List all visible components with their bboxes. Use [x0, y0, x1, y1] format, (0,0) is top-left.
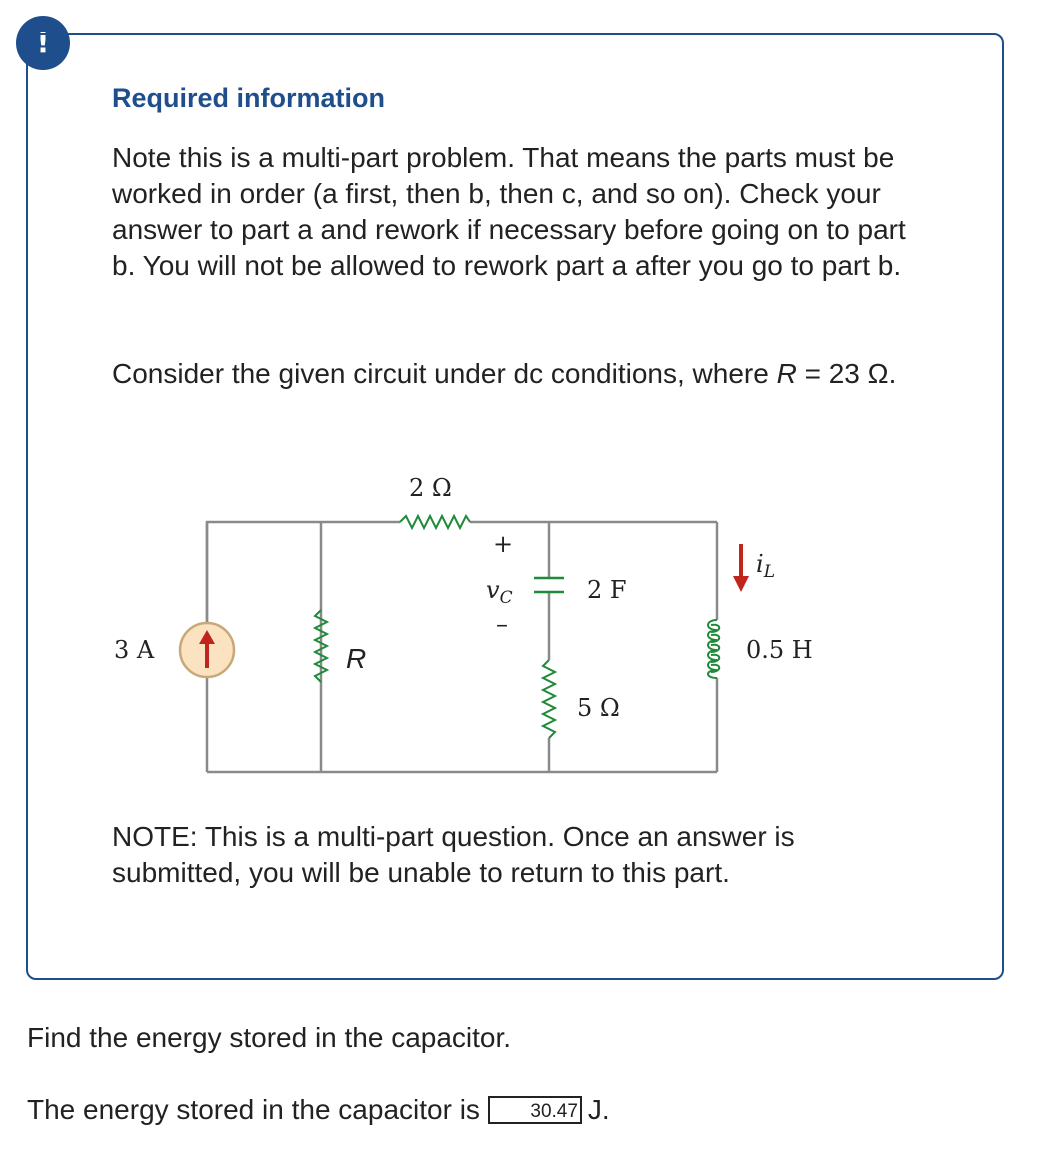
question-prompt: Find the energy stored in the capacitor.: [27, 1022, 512, 1053]
card-heading: Required information: [112, 83, 386, 113]
answer-row: [27, 1094, 610, 1126]
il-var: i: [756, 550, 764, 578]
inductor-label: 0.5 H: [746, 636, 813, 664]
multipart-notice: Note this is a multi-part problem. That means the parts must be worked in order (a first, then b, then c, and so on). Check your answer to part a and rework if necessary before going on to part b. You will not be allowed to rework part a after you go to part b.: [112, 142, 906, 281]
r-bottom-label: 5 Ω: [577, 694, 620, 722]
il-sub: L: [763, 562, 775, 582]
alert-icon: !: [16, 16, 70, 70]
il-arrow-head: [733, 576, 749, 592]
r-label: R: [346, 643, 367, 674]
il-label: [756, 550, 775, 582]
answer-input[interactable]: 30.47: [488, 1096, 582, 1124]
answer-prefix: The energy stored in the capacitor is: [27, 1094, 480, 1125]
answer-unit: J.: [587, 1094, 610, 1125]
circuit-wires: [207, 522, 717, 772]
consider-suffix: = 23 Ω.: [796, 358, 897, 389]
note-text: NOTE: This is a multi-part question. Once an answer is submitted, you will be unable to return to this part.: [112, 821, 795, 888]
vc-var: v: [486, 576, 500, 604]
consider-variable: R: [776, 358, 797, 389]
r-top-label: 2 Ω: [409, 474, 452, 502]
minus-sign: –: [496, 610, 508, 638]
vc-label: [486, 576, 513, 608]
resistor-2-ohm: [400, 516, 470, 528]
inductor-coil: [708, 620, 717, 678]
circuit-diagram: [100, 460, 860, 790]
cap-label: 2 F: [587, 576, 627, 604]
circuit-description: [112, 356, 922, 392]
resistor-5-ohm: [543, 660, 555, 738]
vc-sub: C: [499, 588, 513, 608]
source-label: 3 A: [114, 636, 155, 664]
wire-top-left: [207, 522, 400, 653]
consider-prefix: Consider the given circuit under dc conditions, where: [112, 358, 777, 389]
plus-sign: +: [493, 530, 514, 558]
